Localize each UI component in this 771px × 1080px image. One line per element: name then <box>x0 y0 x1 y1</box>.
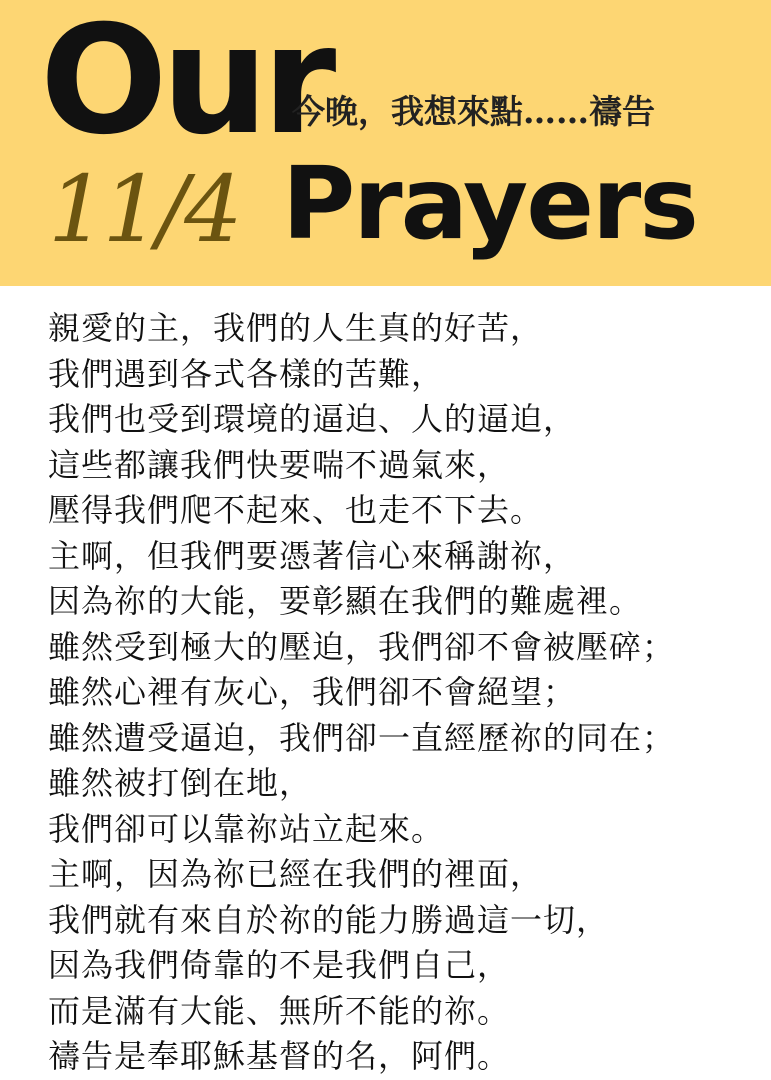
prayer-line: 我們就有來自於祢的能力勝過這一切， <box>48 900 610 939</box>
date-label: 11/4 <box>48 156 239 263</box>
prayer-line: 雖然心裡有灰心，我們卻不會絕望； <box>48 673 577 711</box>
prayer-line: 因為我們倚靠的不是我們自己， <box>48 946 511 984</box>
header-banner <box>0 0 771 286</box>
prayer-line: 主啊，因為祢已經在我們的裡面， <box>48 855 544 893</box>
prayer-line: 我們遇到各式各樣的苦難， <box>48 354 445 393</box>
prayer-line: 親愛的主，我們的人生真的好苦， <box>48 309 544 347</box>
prayer-line: 主啊，但我們要憑著信心來稱謝祢， <box>48 536 577 575</box>
prayer-line: 禱告是奉耶穌基督的名，阿們。 <box>48 1037 511 1075</box>
prayer-line: 雖然遭受逼迫，我們卻一直經歷祢的同在； <box>48 718 676 757</box>
prayer-line: 因為祢的大能，要彰顯在我們的難處裡。 <box>48 582 643 620</box>
subtitle: 今晚，我想來點……禱告 <box>292 92 655 131</box>
prayer-line: 我們也受到環境的逼迫、人的逼迫， <box>48 400 577 438</box>
prayer-text <box>48 306 675 1080</box>
prayer-line: 雖然被打倒在地， <box>48 764 313 802</box>
prayer-line: 我們卻可以靠祢站立起來。 <box>48 809 445 848</box>
title-our: Our <box>40 0 331 168</box>
prayer-line: 而是滿有大能、無所不能的祢。 <box>48 991 511 1030</box>
prayer-line: 雖然受到極大的壓迫，我們卻不會被壓碎； <box>48 627 676 666</box>
prayer-line: 這些都讓我們快要喘不過氣來， <box>48 445 511 484</box>
prayer-line: 壓得我們爬不起來、也走不下去。 <box>48 491 544 529</box>
title-prayers: Prayers <box>282 145 697 262</box>
